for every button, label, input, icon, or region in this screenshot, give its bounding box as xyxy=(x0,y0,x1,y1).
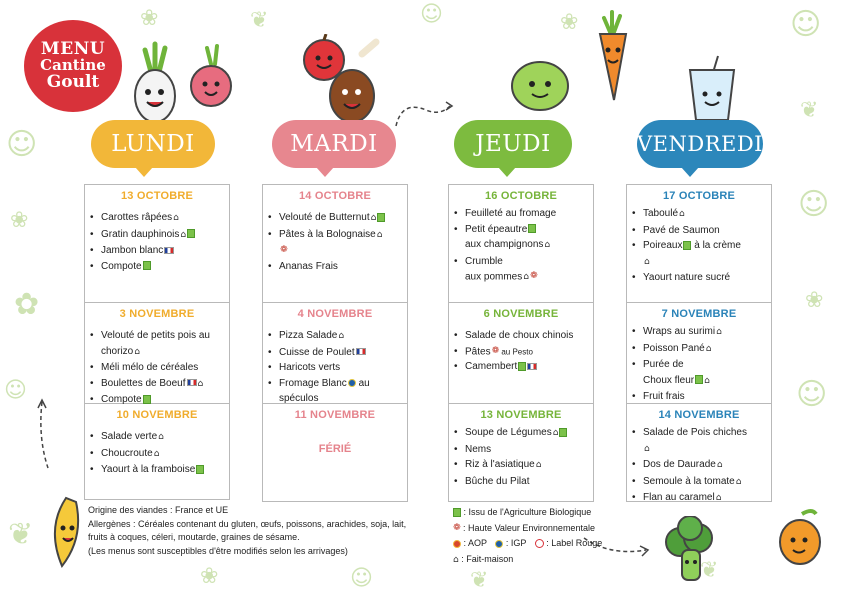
menu-column-vendredi xyxy=(626,184,772,502)
dish-item xyxy=(631,474,767,491)
lettuce-carrot-mascot-icon xyxy=(508,4,638,118)
dish-item xyxy=(89,376,225,393)
dish-name: Salade de choux chinois xyxy=(465,330,574,341)
dish-item xyxy=(631,357,767,373)
dish-item xyxy=(631,324,767,341)
menu-change-notice: (Les menus sont susceptibles d'être modifiés selon les arrivages) xyxy=(88,545,348,556)
home-made-icon: ⌂ xyxy=(523,272,529,283)
apple-doodle-icon: ☺ xyxy=(790,7,822,42)
hve-icon: ❁ xyxy=(529,271,538,281)
menu-date: 16 OCTOBRE xyxy=(484,190,558,202)
dish-item xyxy=(267,210,403,227)
french-flag-icon xyxy=(164,247,174,254)
dish-item xyxy=(631,457,767,474)
organic-icon xyxy=(559,428,567,437)
dish-item xyxy=(631,238,767,254)
home-made-icon: ⌂ xyxy=(715,493,722,503)
dish-name: aux pommes xyxy=(465,271,523,283)
dish-name: Wraps au surimi xyxy=(643,326,716,337)
home-made-icon: ⌂ xyxy=(180,229,187,240)
pear-doodle-icon: ☺ xyxy=(6,127,38,162)
menu-column-mardi xyxy=(262,184,408,502)
dish-item xyxy=(267,227,403,244)
dish-item xyxy=(631,425,767,441)
dish-item xyxy=(267,345,403,361)
dish-name: Pâtes à la Bolognaise xyxy=(279,228,376,240)
menu-cell-mardi-2 xyxy=(263,303,407,404)
dish-item xyxy=(453,269,589,286)
dish-name: Semoule à la tomate xyxy=(643,475,735,487)
menu-date: 13 NOVEMBRE xyxy=(480,409,562,421)
home-made-icon: ⌂ xyxy=(644,443,650,454)
organic-icon xyxy=(187,229,195,238)
dish-list xyxy=(631,324,767,405)
fruit-doodle-icon: ❀ xyxy=(10,208,29,233)
legend-row-labels xyxy=(452,536,672,552)
dish-suffix: à la crème xyxy=(691,240,741,251)
day-header-jeudi: JEUDI xyxy=(454,120,572,168)
dish-suffix: au xyxy=(355,377,370,389)
menu-date: 14 OCTOBRE xyxy=(298,190,372,202)
menu-cell-jeudi-2 xyxy=(449,303,593,404)
organic-icon xyxy=(143,395,151,404)
legend-row-fm xyxy=(452,552,672,568)
dish-item xyxy=(453,237,589,254)
legend-row-bio xyxy=(452,505,672,521)
dish-item xyxy=(631,254,767,271)
dish-item xyxy=(631,389,767,405)
dish-name: Fromage Blanc xyxy=(279,377,347,389)
menu-date: 17 OCTOBRE xyxy=(662,190,736,202)
dish-item xyxy=(267,328,403,345)
home-made-icon: ⌂ xyxy=(173,213,179,223)
dish-item xyxy=(89,462,225,478)
footer-notes xyxy=(88,504,418,558)
home-made-icon: ⌂ xyxy=(679,209,685,219)
legend-aop-text: : AOP xyxy=(461,538,487,548)
dish-name: Yaourt à la framboise xyxy=(101,464,196,475)
home-made-icon: ⌂ xyxy=(535,460,542,470)
dish-name: Poireaux xyxy=(643,240,683,251)
menu-cell-vendredi-2 xyxy=(627,303,771,404)
menu-cell-vendredi-1 xyxy=(627,185,771,303)
dish-item xyxy=(453,425,589,442)
dish-list xyxy=(267,328,403,407)
home-made-icon: ⌂ xyxy=(716,327,722,337)
hve-icon: ❁ xyxy=(491,345,500,356)
dish-item xyxy=(453,442,589,458)
dish-item xyxy=(453,222,589,238)
meat-origin-note: Origine des viandes : France et UE xyxy=(88,505,229,515)
menu-date: 14 NOVEMBRE xyxy=(658,409,740,421)
apple-chicken-mascot-icon xyxy=(300,34,390,130)
dish-name: Taboulé xyxy=(643,208,679,219)
home-made-icon: ⌂ xyxy=(338,331,345,341)
dish-list xyxy=(453,328,589,375)
dish-list xyxy=(453,425,589,489)
legend-row-hve xyxy=(452,521,672,537)
menu-date: 10 NOVEMBRE xyxy=(116,409,198,421)
dish-name: Velouté de Butternut xyxy=(279,212,370,223)
dish-name: Camembert xyxy=(465,361,518,373)
water-glass-mascot-icon xyxy=(682,54,742,124)
dish-item xyxy=(631,341,767,358)
hve-icon: ❁ xyxy=(453,522,461,533)
dish-item xyxy=(631,223,767,239)
dish-item xyxy=(89,259,225,275)
igp-icon xyxy=(348,379,356,387)
dish-name: Compote xyxy=(101,394,142,405)
leaf-doodle-icon: ❦ xyxy=(800,98,819,123)
aop-icon xyxy=(453,540,461,548)
dish-item xyxy=(453,474,589,490)
menu-cell-mardi-1 xyxy=(263,185,407,303)
french-flag-icon xyxy=(187,379,197,386)
dish-name: Pâtes xyxy=(465,345,491,357)
dish-item xyxy=(267,243,403,259)
dish-name: Poisson Pané xyxy=(643,342,705,354)
legend-igp-text: : IGP xyxy=(503,538,527,548)
dish-item xyxy=(453,344,589,360)
dish-item xyxy=(267,259,403,275)
dish-item xyxy=(453,328,589,344)
dish-item xyxy=(453,254,589,270)
organic-icon xyxy=(695,375,703,384)
menu-date: 7 NOVEMBRE xyxy=(661,308,737,320)
dish-name: aux champignons xyxy=(465,239,544,250)
dish-item xyxy=(89,360,225,376)
dish-item xyxy=(631,270,767,286)
dish-item xyxy=(89,210,225,227)
dish-name: Dos de Daurade xyxy=(643,459,716,470)
fruit-doodle-icon: ❀ xyxy=(560,10,579,35)
menu-cell-mardi-3 xyxy=(263,404,407,501)
day-header-mardi: MARDI xyxy=(272,120,396,168)
logo-line-2: Cantine xyxy=(40,56,106,75)
dish-name: spéculos xyxy=(279,393,319,404)
menu-cell-jeudi-3 xyxy=(449,404,593,501)
dish-item xyxy=(89,227,225,244)
dish-name: Nems xyxy=(465,443,492,455)
home-made-icon: ⌂ xyxy=(704,375,710,386)
dish-name: Cuisse de Poulet xyxy=(279,346,355,358)
dish-name: Gratin dauphinois xyxy=(101,228,180,240)
organic-icon xyxy=(453,508,461,517)
dish-item xyxy=(631,441,767,458)
dish-item xyxy=(631,373,767,390)
dish-name: Bûche du Pilat xyxy=(465,475,530,487)
organic-icon xyxy=(196,465,204,474)
home-made-icon: ⌂ xyxy=(705,343,712,354)
dish-name: Jambon blanc xyxy=(101,245,164,256)
banana-mascot-icon xyxy=(36,398,86,574)
dish-name: Feuilleté au fromage xyxy=(465,208,557,219)
dish-name: Méli mélo de céréales xyxy=(101,362,199,373)
menu-date: 4 NOVEMBRE xyxy=(297,308,373,320)
dish-suffix: au Pesto xyxy=(499,346,533,356)
menu-column-jeudi xyxy=(448,184,594,502)
menu-date: 6 NOVEMBRE xyxy=(483,308,559,320)
legend-hve-text: : Haute Valeur Environnementale xyxy=(460,522,595,533)
dish-name: Riz à l'asiatique xyxy=(465,459,535,470)
dish-name: Fruit frais xyxy=(643,391,685,402)
dish-item xyxy=(631,206,767,223)
mango-mascot-icon xyxy=(776,508,826,568)
dish-item xyxy=(267,360,403,376)
home-made-icon: ⌂ xyxy=(370,213,377,223)
dish-item xyxy=(89,429,225,446)
pear-doodle-icon: ☺ xyxy=(798,187,830,222)
menu-cell-vendredi-3 xyxy=(627,404,771,501)
home-made-icon: ⌂ xyxy=(153,448,160,459)
home-made-icon: ⌂ xyxy=(716,460,723,470)
legend-fm-text: : Fait-maison xyxy=(458,553,514,564)
pear-doodle-icon: ☺ xyxy=(420,2,443,27)
dish-item xyxy=(267,376,403,392)
dish-item xyxy=(89,328,225,344)
label-rouge-icon xyxy=(535,539,544,548)
organic-icon xyxy=(143,261,151,270)
menu-cell-lundi-2 xyxy=(85,303,229,404)
dish-list xyxy=(89,429,225,478)
carrot-doodle-icon: ✿ xyxy=(14,287,40,322)
hve-icon: ❁ xyxy=(280,245,288,255)
home-made-icon: ⌂ xyxy=(552,428,559,438)
dish-name: Haricots verts xyxy=(279,362,341,373)
menu-column-lundi xyxy=(84,184,230,500)
dish-item xyxy=(89,344,225,361)
legend-bio-text: : Issu de l'Agriculture Biologique xyxy=(461,507,592,517)
label-legend xyxy=(452,505,672,567)
apple-doodle-icon: ☺ xyxy=(796,377,828,412)
home-made-icon: ⌂ xyxy=(644,256,650,267)
dish-name: Velouté de petits pois au xyxy=(101,330,210,341)
logo-line-1: MENU xyxy=(40,39,106,60)
fruit-doodle-icon: ❀ xyxy=(140,6,159,31)
menu-cantine-logo xyxy=(24,20,122,112)
menu-cell-lundi-3 xyxy=(85,404,229,499)
logo-line-3: Goult xyxy=(46,71,100,92)
dish-name: Choux fleur xyxy=(643,374,695,386)
french-flag-icon xyxy=(356,348,366,355)
menu-date: 13 OCTOBRE xyxy=(120,190,194,202)
home-made-icon: ⌂ xyxy=(158,432,164,442)
menu-cell-lundi-1 xyxy=(85,185,229,303)
fruit-doodle-icon: ❀ xyxy=(805,288,824,313)
day-header-vendredi: VENDREDI xyxy=(637,120,763,168)
dish-name: Salade verte xyxy=(101,431,158,442)
dish-name: Crumble xyxy=(465,255,503,267)
dish-name: Soupe de Légumes xyxy=(465,427,552,438)
dish-name: chorizo xyxy=(101,345,134,357)
dish-list xyxy=(267,210,403,274)
legend-lr-text: : Label Rouge xyxy=(543,538,603,548)
fruit-doodle-icon: ❀ xyxy=(200,564,219,589)
organic-icon xyxy=(377,213,385,222)
home-made-icon: ⌂ xyxy=(134,346,140,357)
dish-list xyxy=(89,328,225,408)
day-header-lundi: LUNDI xyxy=(91,120,215,168)
dish-item xyxy=(453,457,589,474)
dish-name: Carottes râpées xyxy=(101,212,173,223)
allergens-note: Allergènes : Céréales contenant du gluten, œufs, poissons, arachides, soja, lait, fruits à coques, céleri, moutarde, graines de sésame. xyxy=(88,518,407,542)
leaf-doodle-icon: ❦ xyxy=(470,568,489,593)
leaf-doodle-icon: ❦ xyxy=(700,558,719,583)
dish-list xyxy=(631,206,767,286)
dish-name: Pavé de Saumon xyxy=(643,224,720,236)
french-flag-icon xyxy=(527,363,537,370)
organic-icon xyxy=(518,362,526,371)
dish-name: Pizza Salade xyxy=(279,330,338,341)
leaf-doodle-icon: ❦ xyxy=(250,8,269,33)
leaf-doodle-icon: ❦ xyxy=(8,517,34,552)
dish-list xyxy=(89,210,225,274)
home-made-icon: ⌂ xyxy=(544,240,551,250)
dish-name: Compote xyxy=(101,260,142,272)
organic-icon xyxy=(528,224,536,233)
dish-name: Flan au caramel xyxy=(643,492,715,503)
dish-name: Purée de xyxy=(643,359,684,370)
pear-doodle-icon: ☺ xyxy=(350,566,373,591)
dish-name: Ananas Frais xyxy=(279,260,338,272)
dish-name: Salade de Pois chiches xyxy=(643,427,747,438)
dish-name: Yaourt nature sucré xyxy=(643,272,731,283)
dish-item xyxy=(89,243,225,259)
home-made-icon: ⌂ xyxy=(376,229,383,240)
home-made-icon: ⌂ xyxy=(735,476,742,487)
home-made-icon: ⌂ xyxy=(453,554,459,565)
dish-item xyxy=(453,206,589,222)
apple-doodle-icon: ☺ xyxy=(4,378,27,403)
radish-mascot-icon xyxy=(125,38,235,130)
dish-name: Petit épeautre xyxy=(465,223,528,235)
dish-item xyxy=(453,359,589,375)
menu-date: 3 NOVEMBRE xyxy=(119,308,195,320)
dish-item xyxy=(89,446,225,463)
menu-cell-jeudi-1 xyxy=(449,185,593,303)
menu-date: 11 NOVEMBRE xyxy=(294,409,376,421)
home-made-icon: ⌂ xyxy=(197,378,204,389)
dish-list xyxy=(631,425,767,507)
dish-list xyxy=(453,206,589,286)
dish-name: Choucroute xyxy=(101,447,153,459)
holiday-label: FÉRIÉ xyxy=(318,443,352,455)
dashed-arrow-icon xyxy=(392,96,456,132)
dish-name: Boulettes de Boeuf xyxy=(101,377,186,389)
